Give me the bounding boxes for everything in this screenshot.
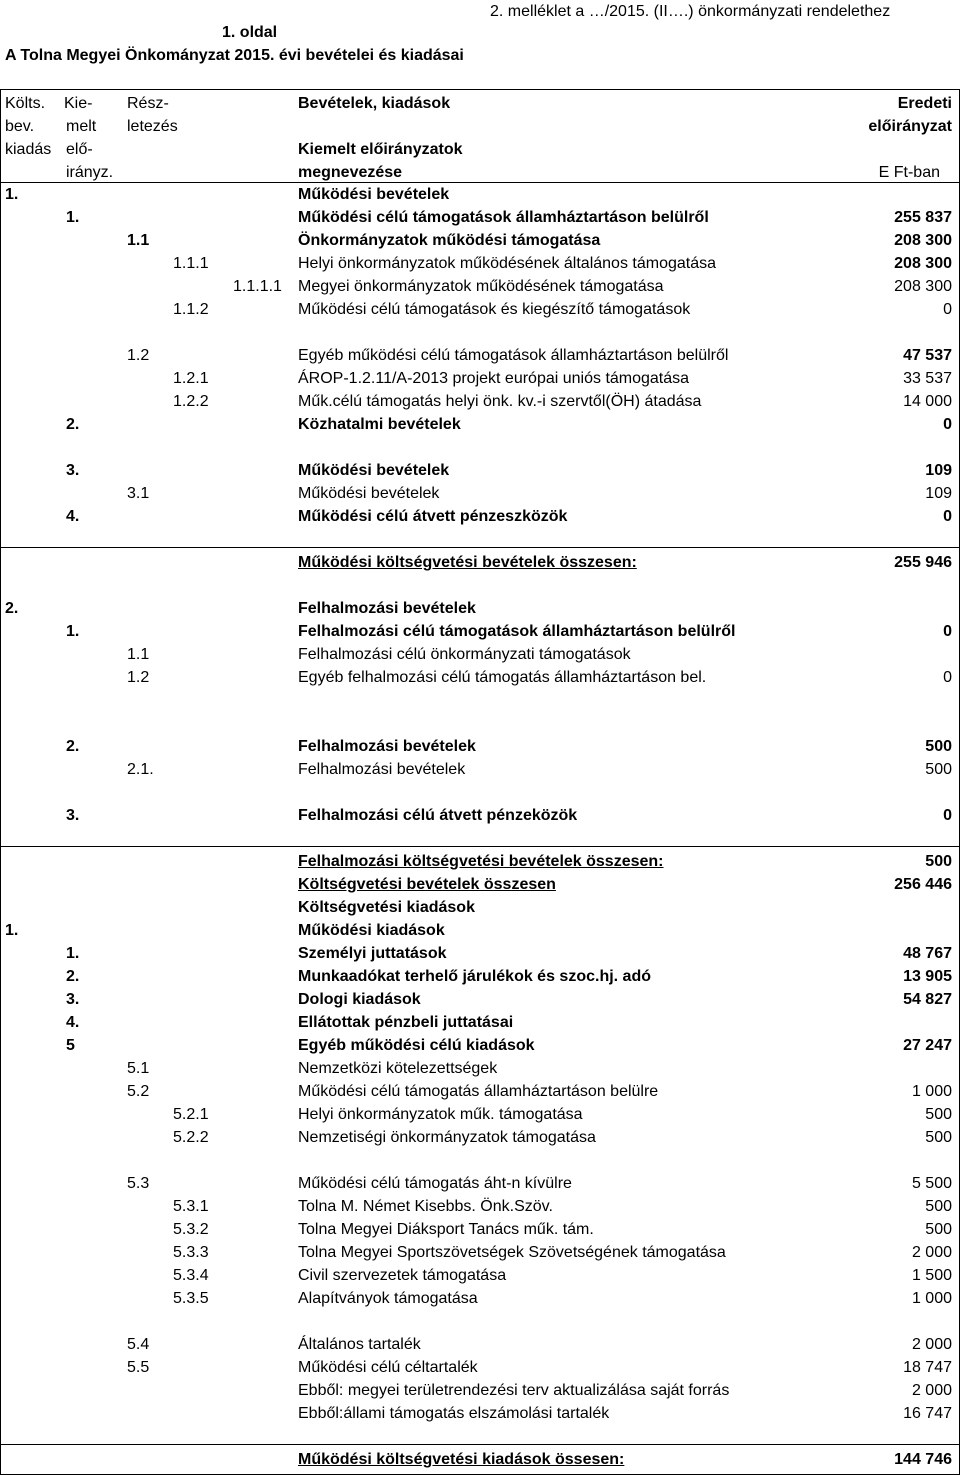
code-level1: 1. [5,186,19,203]
table-row [0,275,960,298]
row-label: Működési bevételek [298,462,450,479]
annex-reference: 2. melléklet a …/2015. (II….) önkormányzati rendelethez [490,3,891,20]
code-level4: 5.3.4 [173,1267,209,1284]
code-level3: 3.1 [127,485,150,502]
code-level3: 1.2 [127,669,150,686]
table-row [0,482,960,505]
row-value: 500 [925,1198,952,1215]
row-value: 54 827 [903,991,952,1008]
code-level2: 1. [66,945,80,962]
row-value: 27 247 [903,1037,952,1054]
row-label: Személyi juttatások [298,945,447,962]
table-row [0,988,960,1011]
section-separator-1 [0,547,960,548]
code-level1: 2. [5,600,19,617]
col-resz-line2: letezés [127,118,178,135]
table-row [0,367,960,390]
code-level5: 1.1.1.1 [233,278,282,295]
row-label: Helyi önkormányzatok műk. támogatása [298,1106,583,1123]
col-desc-line1: Bevételek, kiadások [298,95,451,112]
code-level2: 3. [66,807,80,824]
col-value-unit: E Ft-ban [878,164,940,181]
table-row [0,873,960,896]
row-value: 0 [943,669,952,686]
row-value: 0 [943,416,952,433]
code-level3: 1.2 [127,347,150,364]
row-value: 1 000 [911,1083,952,1100]
code-level2: 3. [66,991,80,1008]
row-label: Költségvetési kiadások [298,899,475,916]
table-row [0,942,960,965]
col-value-line1: Eredeti [897,95,952,112]
row-label: Működési célú támogatás áht-n kívülre [298,1175,572,1192]
row-label: Alapítványok támogatása [298,1290,478,1307]
code-level2: 2. [66,738,80,755]
code-level4: 1.2.1 [173,370,209,387]
code-level2: 1. [66,209,80,226]
table-row [0,252,960,275]
table-row [0,1241,960,1264]
col-kolts-line1: Költs. [5,95,46,112]
table-row [0,643,960,666]
row-value: 500 [925,1221,952,1238]
row-label: ÁROP-1.2.11/A-2013 projekt európai uniós támogatása [298,370,690,387]
code-level2: 2. [66,416,80,433]
row-value: 0 [943,301,952,318]
row-label: Működési bevételek [298,186,450,203]
code-level3: 5.2 [127,1083,150,1100]
code-level3: 5.3 [127,1175,150,1192]
row-value: 109 [925,462,952,479]
table-row [0,1264,960,1287]
row-label: Nemzetközi kötelezettségek [298,1060,498,1077]
table-row [0,1057,960,1080]
table-row [0,666,960,689]
row-label: Működési célú támogatások államháztartáson belülről [298,209,709,226]
row-label: Ebből: megyei területrendezési terv aktualizálása saját forrás [298,1382,730,1399]
row-value: 144 746 [894,1451,952,1468]
row-value: 14 000 [903,393,952,410]
row-value: 1 500 [911,1267,952,1284]
code-level2: 3. [66,462,80,479]
table-row [0,758,960,781]
table-row [0,1218,960,1241]
code-level4: 5.3.1 [173,1198,209,1215]
table-row [0,1126,960,1149]
row-label: Közhatalmi bevételek [298,416,461,433]
table-row [0,1448,960,1471]
table-row [0,1080,960,1103]
row-label: Önkormányzatok működési támogatása [298,232,601,249]
table-row [0,1333,960,1356]
row-value: 13 905 [903,968,952,985]
code-level3: 5.4 [127,1336,150,1353]
col-kiem-line1: Kie- [64,95,93,112]
row-label: Működési célú átvett pénzeszközök [298,508,568,525]
row-value: 2 000 [911,1244,952,1261]
code-level4: 5.3.5 [173,1290,209,1307]
row-value: 33 537 [903,370,952,387]
row-label: Civil szervezetek támogatása [298,1267,507,1284]
row-label: Helyi önkormányzatok működésének általános támogatása [298,255,717,272]
code-level3: 2.1. [127,761,154,778]
col-kolts-line3: kiadás [5,141,52,158]
table-row [0,965,960,988]
row-value: 109 [925,485,952,502]
code-level4: 5.3.3 [173,1244,209,1261]
row-value: 48 767 [903,945,952,962]
table-row [0,1195,960,1218]
row-label: Általános tartalék [298,1336,421,1353]
table-row [0,850,960,873]
col-kiem-line3: elő- [66,141,93,158]
table-row [0,735,960,758]
row-value: 208 300 [894,232,952,249]
row-value: 500 [925,761,952,778]
row-label: Nemzetiségi önkormányzatok támogatása [298,1129,596,1146]
row-label: Műk.célú támogatás helyi önk. kv.-i szervtől(ÖH) átadása [298,393,702,410]
code-level3: 5.5 [127,1359,150,1376]
row-value: 0 [943,623,952,640]
row-label: Tolna Megyei Diáksport Tanács műk. tám. [298,1221,594,1238]
table-row [0,620,960,643]
table-row [0,896,960,919]
table-row [0,919,960,942]
row-value: 500 [925,853,952,870]
table-row [0,804,960,827]
code-level3: 1.1 [127,646,150,663]
row-label: Felhalmozási célú önkormányzati támogatások [298,646,631,663]
table-row [0,1103,960,1126]
table-row [0,1379,960,1402]
table-row [0,551,960,574]
row-value: 208 300 [894,278,952,295]
row-value: 2 000 [911,1382,952,1399]
code-level4: 1.2.2 [173,393,209,410]
row-label: Költségvetési bevételek összesen [298,876,556,893]
section-separator-3 [0,1444,960,1445]
row-label: Egyéb működési célú támogatások államháztartáson belülről [298,347,729,364]
row-label: Működési célú támogatás államháztartáson belülre [298,1083,659,1100]
col-desc-line2: Kiemelt előirányzatok [298,141,463,158]
row-value: 500 [925,1106,952,1123]
row-label: Tolna M. Német Kisebbs. Önk.Szöv. [298,1198,553,1215]
row-label: Dologi kiadások [298,991,421,1008]
row-value: 2 000 [911,1336,952,1353]
row-value: 500 [925,1129,952,1146]
code-level4: 5.2.2 [173,1129,209,1146]
table-row [0,183,960,206]
row-value: 255 946 [894,554,952,571]
code-level3: 1.1 [127,232,150,249]
table-row [0,344,960,367]
row-label: Felhalmozási bevételek [298,738,476,755]
col-desc-line3: megnevezése [298,164,403,181]
code-level2: 4. [66,1014,80,1031]
table-row [0,1172,960,1195]
col-kiem-line2: melt [66,118,97,135]
col-value-line2: előirányzat [868,118,952,135]
row-value: 0 [943,807,952,824]
row-value: 0 [943,508,952,525]
code-level2: 4. [66,508,80,525]
row-label: Felhalmozási bevételek [298,761,466,778]
table-row [0,229,960,252]
row-label: Felhalmozási költségvetési bevételek összesen: [298,853,664,870]
code-level4: 1.1.1 [173,255,209,272]
code-level4: 5.2.1 [173,1106,209,1123]
table-row [0,1287,960,1310]
table-row [0,505,960,528]
row-label: Működési bevételek [298,485,440,502]
row-value: 5 500 [911,1175,952,1192]
row-label: Megyei önkormányzatok működésének támogatása [298,278,664,295]
table-row [0,1011,960,1034]
code-level3: 5.1 [127,1060,150,1077]
code-level2: 5 [66,1037,75,1054]
row-value: 16 747 [903,1405,952,1422]
row-value: 500 [925,738,952,755]
code-level4: 1.1.2 [173,301,209,318]
row-label: Egyéb működési célú kiadások [298,1037,535,1054]
col-resz-line1: Rész- [127,95,169,112]
table-top-border [0,89,960,90]
page-number: 1. oldal [222,24,278,41]
col-kolts-line2: bev. [5,118,35,135]
table-row [0,597,960,620]
table-row [0,1034,960,1057]
row-value: 256 446 [894,876,952,893]
row-label: Ebből:állami támogatás elszámolási tartalék [298,1405,610,1422]
table-row [0,413,960,436]
row-label: Működési kiadások [298,922,445,939]
row-label: Tolna Megyei Sportszövetségek Szövetségének támogatása [298,1244,726,1261]
row-value: 18 747 [903,1359,952,1376]
row-label: Működési költségvetési kiadások össesen: [298,1451,625,1468]
code-level2: 2. [66,968,80,985]
row-label: Felhalmozási bevételek [298,600,476,617]
row-value: 1 000 [911,1290,952,1307]
table-row [0,1356,960,1379]
table-row [0,459,960,482]
code-level2: 1. [66,623,80,640]
row-label: Működési költségvetési bevételek összesen: [298,554,637,571]
table-row [0,1402,960,1425]
row-label: Működési célú céltartalék [298,1359,478,1376]
row-value: 47 537 [903,347,952,364]
row-label: Egyéb felhalmozási célú támogatás államháztartáson bel. [298,669,707,686]
table-row [0,206,960,229]
row-label: Ellátottak pénzbeli juttatásai [298,1014,514,1031]
row-label: Felhalmozási célú átvett pénzeközök [298,807,578,824]
row-label: Felhalmozási célú támogatások államháztartáson belülről [298,623,736,640]
col-kiem-line4: irányz. [66,164,114,181]
table-row [0,390,960,413]
code-level4: 5.3.2 [173,1221,209,1238]
code-level1: 1. [5,922,19,939]
row-label: Munkaadókat terhelő járulékok és szoc.hj. adó [298,968,651,985]
section-separator-2 [0,846,960,847]
row-label: Működési célú támogatások és kiegészítő támogatások [298,301,691,318]
table-row [0,298,960,321]
row-value: 208 300 [894,255,952,272]
document-title: A Tolna Megyei Önkományzat 2015. évi bevételei és kiadásai [5,47,464,64]
row-value: 255 837 [894,209,952,226]
